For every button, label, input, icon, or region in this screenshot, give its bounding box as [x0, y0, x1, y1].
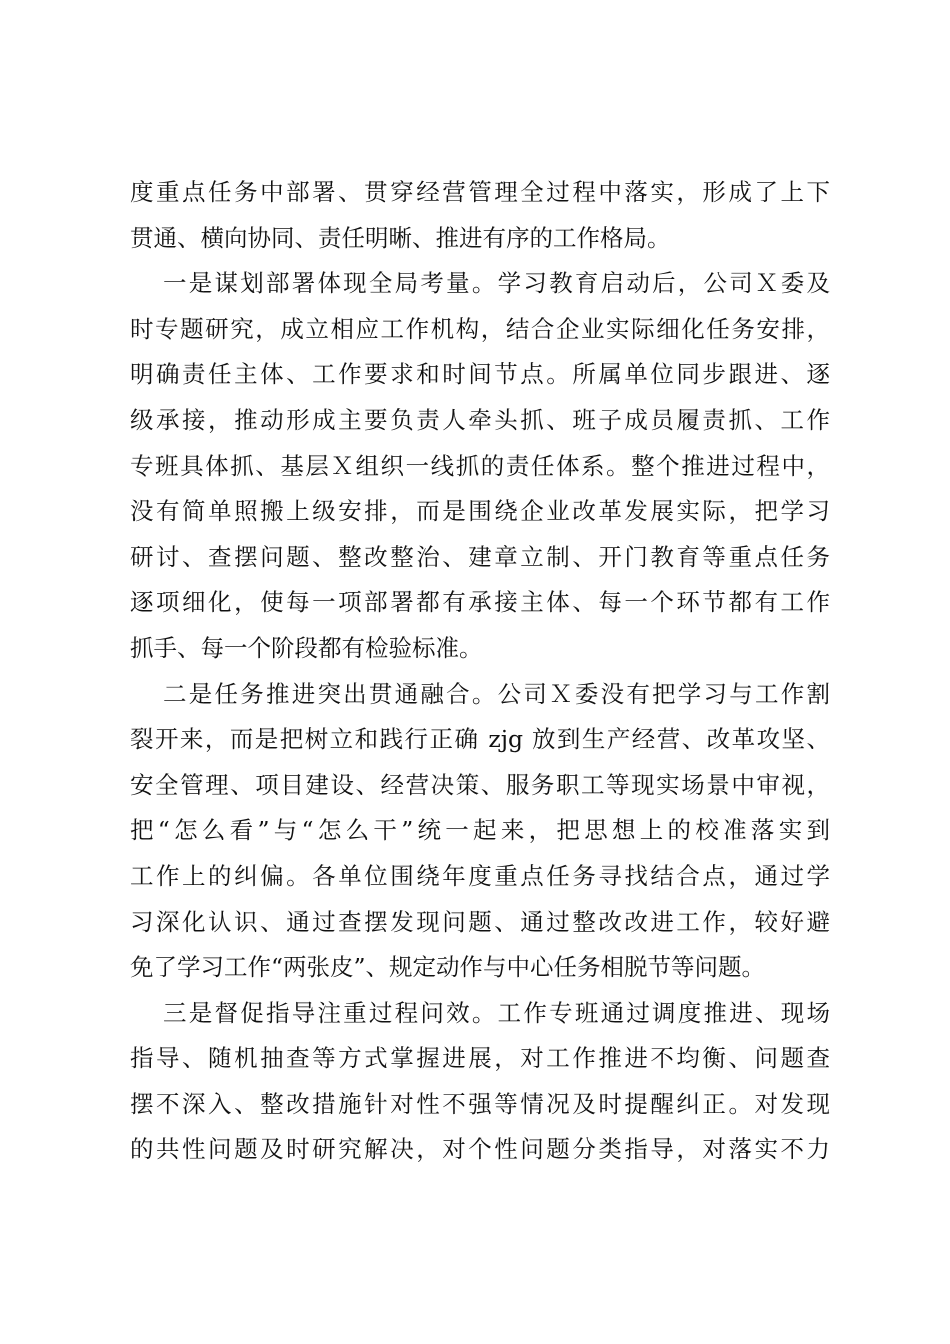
text-line: 度重点任务中部署、贯穿经营管理全过程中落实，形成了上下	[130, 178, 830, 206]
paragraph-continuation	[130, 170, 830, 261]
text-line: 习深化认识、通过查摆发现问题、通过整改改进工作，较好避	[130, 907, 830, 936]
text-line: 把“怎么看”与“怎么干”统一起来，把思想上的校准落实到	[130, 816, 830, 845]
text-line: 工作上的纠偏。各单位围绕年度重点任务寻找结合点，通过学	[130, 861, 830, 890]
text-line: 专班具体抓、基层Ｘ组织一线抓的责任体系。整个推进过程中，	[130, 451, 830, 480]
text-line: 贯通、横向协同、责任明晰、推进有序的工作格局。	[130, 223, 671, 252]
text-line: 时专题研究，成立相应工作机构，结合企业实际细化任务安排，	[130, 314, 830, 343]
paragraph-integration	[130, 672, 830, 991]
text-line: 的共性问题及时研究解决，对个性问题分类指导，对落实不力	[130, 1135, 830, 1164]
text-line: 摆不深入、整改措施针对性不强等情况及时提醒纠正。对发现	[130, 1089, 830, 1118]
text-line: 二是任务推进突出贯通融合。公司Ｘ委没有把学习与工作割	[163, 679, 830, 708]
text-line: 裂开来，而是把树立和践行正确 zjg 放到生产经营、改革攻坚、	[130, 725, 830, 754]
text-line: 明确责任主体、工作要求和时间节点。所属单位同步跟进、逐	[130, 360, 830, 389]
text-line: 级承接，推动形成主要负责人牵头抓、班子成员履责抓、工作	[130, 405, 830, 434]
text-line: 一是谋划部署体现全局考量。学习教育启动后，公司Ｘ委及	[163, 269, 830, 298]
text-line: 逐项细化，使每一项部署都有承接主体、每一个环节都有工作	[130, 588, 830, 617]
body-text	[130, 170, 830, 1173]
text-line: 没有简单照搬上级安排，而是围绕企业改革发展实际，把学习	[130, 497, 830, 526]
text-line: 安全管理、项目建设、经营决策、服务职工等现实场景中审视，	[130, 770, 830, 799]
text-line: 指导、随机抽查等方式掌握进展，对工作推进不均衡、问题查	[130, 1044, 830, 1073]
paragraph-planning	[130, 261, 830, 671]
text-line: 三是督促指导注重过程问效。工作专班通过调度推进、现场	[163, 998, 830, 1027]
text-line: 抓手、每一个阶段都有检验标准。	[130, 633, 483, 662]
text-line: 免了学习工作“两张皮”、规定动作与中心任务相脱节等问题。	[130, 953, 766, 982]
text-line: 研讨、查摆问题、整改整治、建章立制、开门教育等重点任务	[130, 542, 830, 571]
paragraph-supervision	[130, 991, 830, 1173]
